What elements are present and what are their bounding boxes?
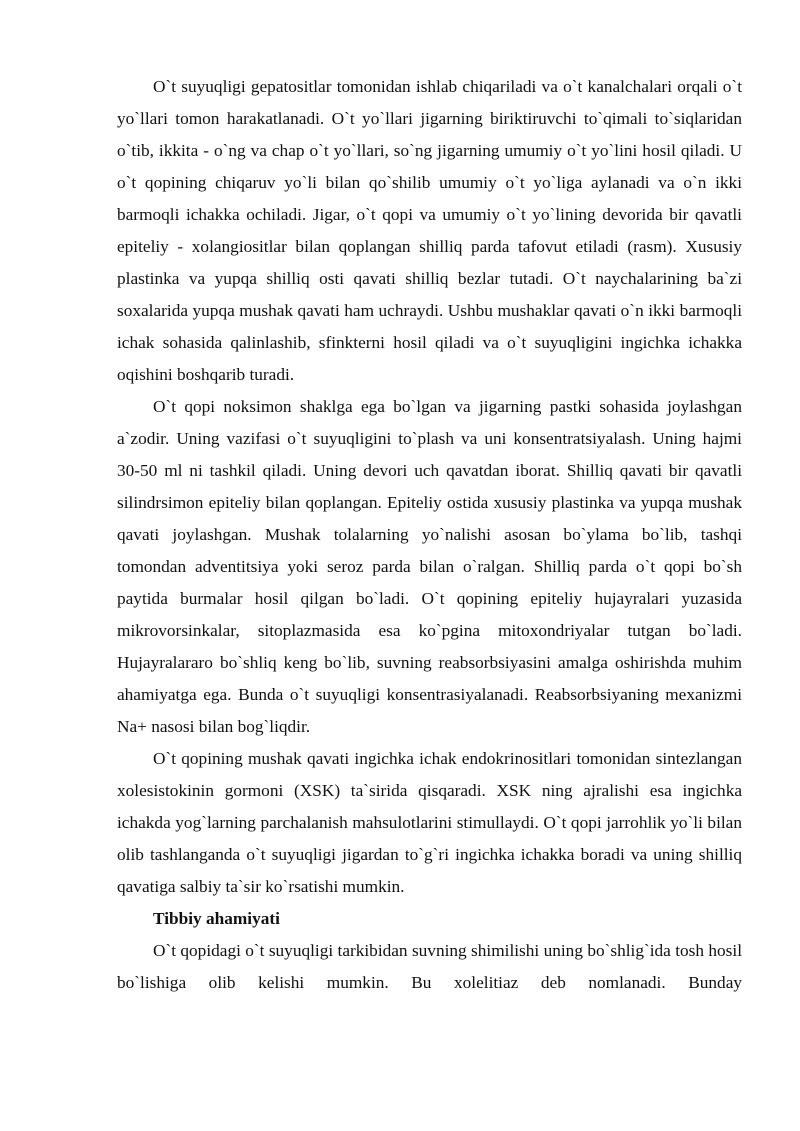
paragraph-gallbladder-muscle: O`t qopining mushak qavati ingichka ichak endokrinositlari tomonidan sintezlangan xolesistokinin gormoni (XSK) ta`sirida qisqaradi. XSK ning ajralishi esa ingichka ichakda yog`larning parchalanish mahsulotlarini stimullaydi. O`t qopi jarrohlik yo`li bilan olib tashlanganda o`t suyuqligi jigardan to`g`ri ingichka ichakka boradi va uning shilliq qavatiga salbiy ta`sir ko`rsatishi mumkin. <box>117 749 742 896</box>
document-page <box>117 71 742 999</box>
paragraph-gallbladder-structure: O`t qopi noksimon shaklga ega bo`lgan va jigarning pastki sohasida joylashgan a`zodir. Uning vazifasi o`t suyuqligini to`plash va uni konsentratsiyalash. Uning hajmi 30-50 ml ni tashkil qiladi. Uning devori uch qavatdan iborat. Shilliq qavati bir qavatli silindrsimon epiteliy bilan qoplangan. Epiteliy ostida xususiy plastinka va yupqa mushak qavati joylashgan. Mushak tolalarning yo`nalishi asosan bo`ylama bo`lib, tashqi tomondan adventitsiya yoki seroz parda bilan o`ralgan. Shilliq parda o`t qopi bo`sh paytida burmalar hosil qilgan bo`ladi. O`t qopining epiteliy hujayralari yuzasida mikrovorsinkalar, sitoplazmasida esa ko`pgina mitoxondriyalar tutgan bo`ladi. Hujayralararo bo`shliq keng bo`lib, suvning reabsorbsiyasini amalga oshirishda muhim ahamiyatga ega. Bunda o`t suyuqligi konsentrasiyalanadi. Reabsorbsiyaning mexanizmi Na+ nasosi bilan bog`liqdir. <box>117 397 742 736</box>
paragraph-bile-ducts: O`t suyuqligi gepatositlar tomonidan ishlab chiqariladi va o`t kanalchalari orqali o`t yo`llari tomon harakatlanadi. O`t yo`llari jigarning biriktiruvchi to`qimali to`siqlaridan o`tib, ikkita - o`ng va chap o`t yo`llari, so`ng jigarning umumiy o`t yo`lini hosil qiladi. U o`t qopining chiqaruv yo`li bilan qo`shilib umumiy o`t yo`liga aylanadi va o`n ikki barmoqli ichakka ochiladi. Jigar, o`t qopi va umumiy o`t yo`lining devorida bir qavatli epiteliy - xolangiositlar bilan qoplangan shilliq parda tafovut etiladi (rasm). Xususiy plastinka va yupqa shilliq osti qavati shilliq bezlar tutadi. O`t naychalarining ba`zi soxalarida yupqa mushak qavati ham uchraydi. Ushbu mushaklar qavati o`n ikki barmoqli ichak sohasida qalinlashib, sfinkterni hosil qiladi va o`t suyuqligini ingichka ichakka oqishini boshqarib turadi. <box>117 77 742 384</box>
section-heading-medical-significance: Tibbiy ahamiyati <box>153 909 280 928</box>
paragraph-cholelithiasis: O`t qopidagi o`t suyuqligi tarkibidan suvning shimilishi uning bo`shlig`ida tosh hosil bo`lishiga olib kelishi mumkin. Bu xolelitiaz deb nomlanadi. Bunday <box>117 941 742 992</box>
